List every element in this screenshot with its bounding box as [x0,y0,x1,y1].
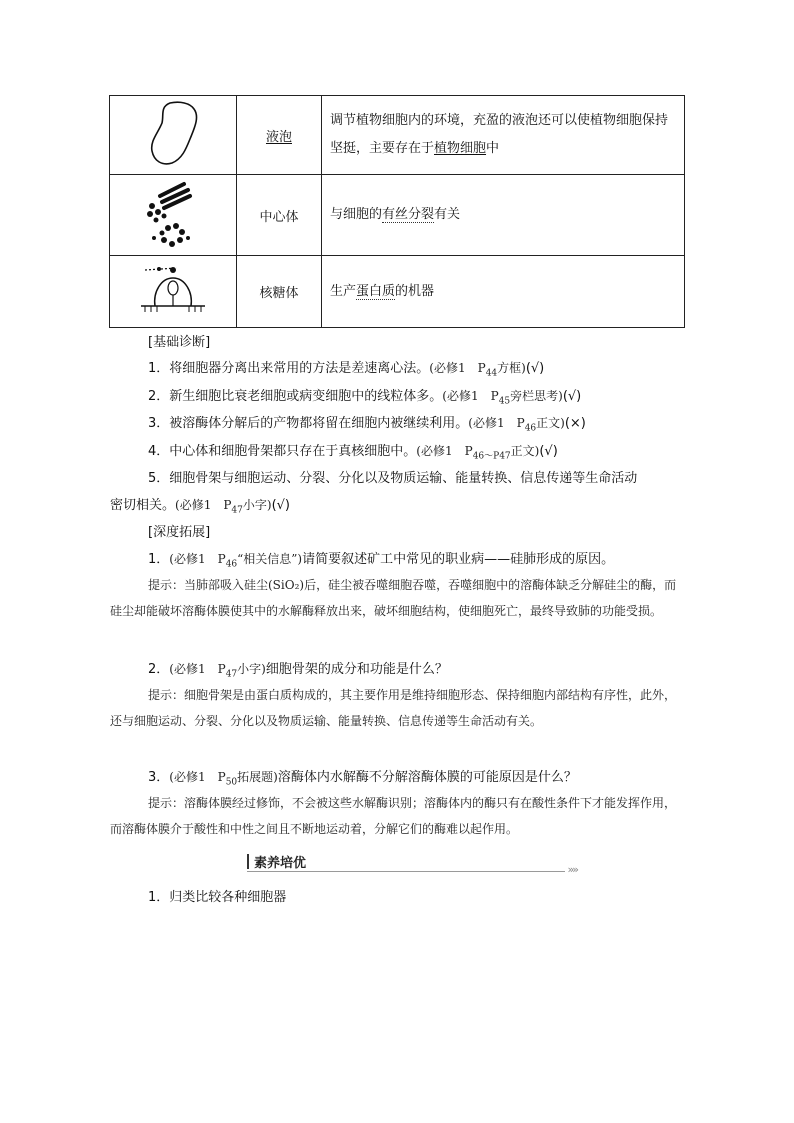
organelle-desc: 调节植物细胞内的环境，充盈的液泡还可以使植物细胞保持坚挺，主要存在于植物细胞中 [322,96,685,175]
banner-title: 素养培优 [254,856,307,871]
double-chevron-icon: »» [567,863,577,876]
list-item: 4．中心体和细胞骨架都只存在于真核细胞中。(必修1 $P_{46\sim P47}$正文)(√) [148,444,558,462]
deep-heading: [深度拓展] [148,525,211,540]
centrosome-icon [110,175,237,256]
section-banner [247,852,577,876]
list-item: 5．细胞骨架与细胞运动、分裂、分化以及物质运输、能量转换、信息传递等生命活动 [148,471,638,486]
question: 1．(必修1 $P_{46}“$相关信息”)请简要叙述矿工中常见的职业病——硅肺形成的原因。 [148,552,615,570]
answer-hint: 提示：溶酶体膜经过修饰，不会被这些水解酶识别；溶酶体内的酶只有在酸性条件下才能发挥作用，而溶酶体膜介于酸性和中性之间且不断地运动着，分解它们的酶难以起作用。 [110,796,677,836]
organelle-name: 液泡 [265,129,292,145]
organelle-desc: 生产蛋白质的机器 [322,256,685,328]
ribosome-icon [110,256,237,328]
organelle-table [109,95,685,328]
list-item: 2．新生细胞比衰老细胞或病变细胞中的线粒体多。(必修1 $P_{45}$旁栏思考)(√) [148,389,582,407]
banner-rule [247,871,565,872]
list-item: 3．被溶酶体分解后的产物都将留在细胞内被继续利用。(必修1 $P_{46}$正文)(×) [148,416,586,434]
list-item: 1．将细胞器分离出来常用的方法是差速离心法。(必修1 $P_{44}$方框)(√) [148,361,545,379]
organelle-name: 核糖体 [259,286,299,301]
answer-hint: 提示：当肺部吸入硅尘(SiO₂)后，硅尘被吞噬细胞吞噬，吞噬细胞中的溶酶体缺乏分解硅尘的酶，而硅尘却能破坏溶酶体膜使其中的水解酶释放出来，破坏细胞结构，使细胞死亡，最终导致肺的功能受损。 [110,578,677,618]
vacuole-icon [110,96,237,175]
table-row [110,175,685,256]
table-row [110,256,685,328]
table-row [110,96,685,175]
question: 3．(必修1 $P_{50}$拓展题)溶酶体内水解酶不分解溶酶体膜的可能原因是什么？ [148,770,577,788]
banner-bar [247,854,249,869]
organelle-name: 中心体 [259,209,299,225]
organelle-desc: 与细胞的有丝分裂有关 [322,175,685,256]
basic-heading: [基础诊断] [148,335,211,350]
list-item: 密切相关。(必修1 $P_{47}$小字)(√) [110,498,290,516]
answer-hint: 提示：细胞骨架是由蛋白质构成的，其主要作用是维持细胞形态、保持细胞内部结构有序性，此外，还与细胞运动、分裂、分化以及物质运输、能量转换、信息传递等生命活动有关。 [110,688,677,728]
question: 2．(必修1 $P_{47}$小字)细胞骨架的成分和功能是什么？ [148,662,448,680]
final-line: 1．归类比较各种细胞器 [148,890,287,905]
